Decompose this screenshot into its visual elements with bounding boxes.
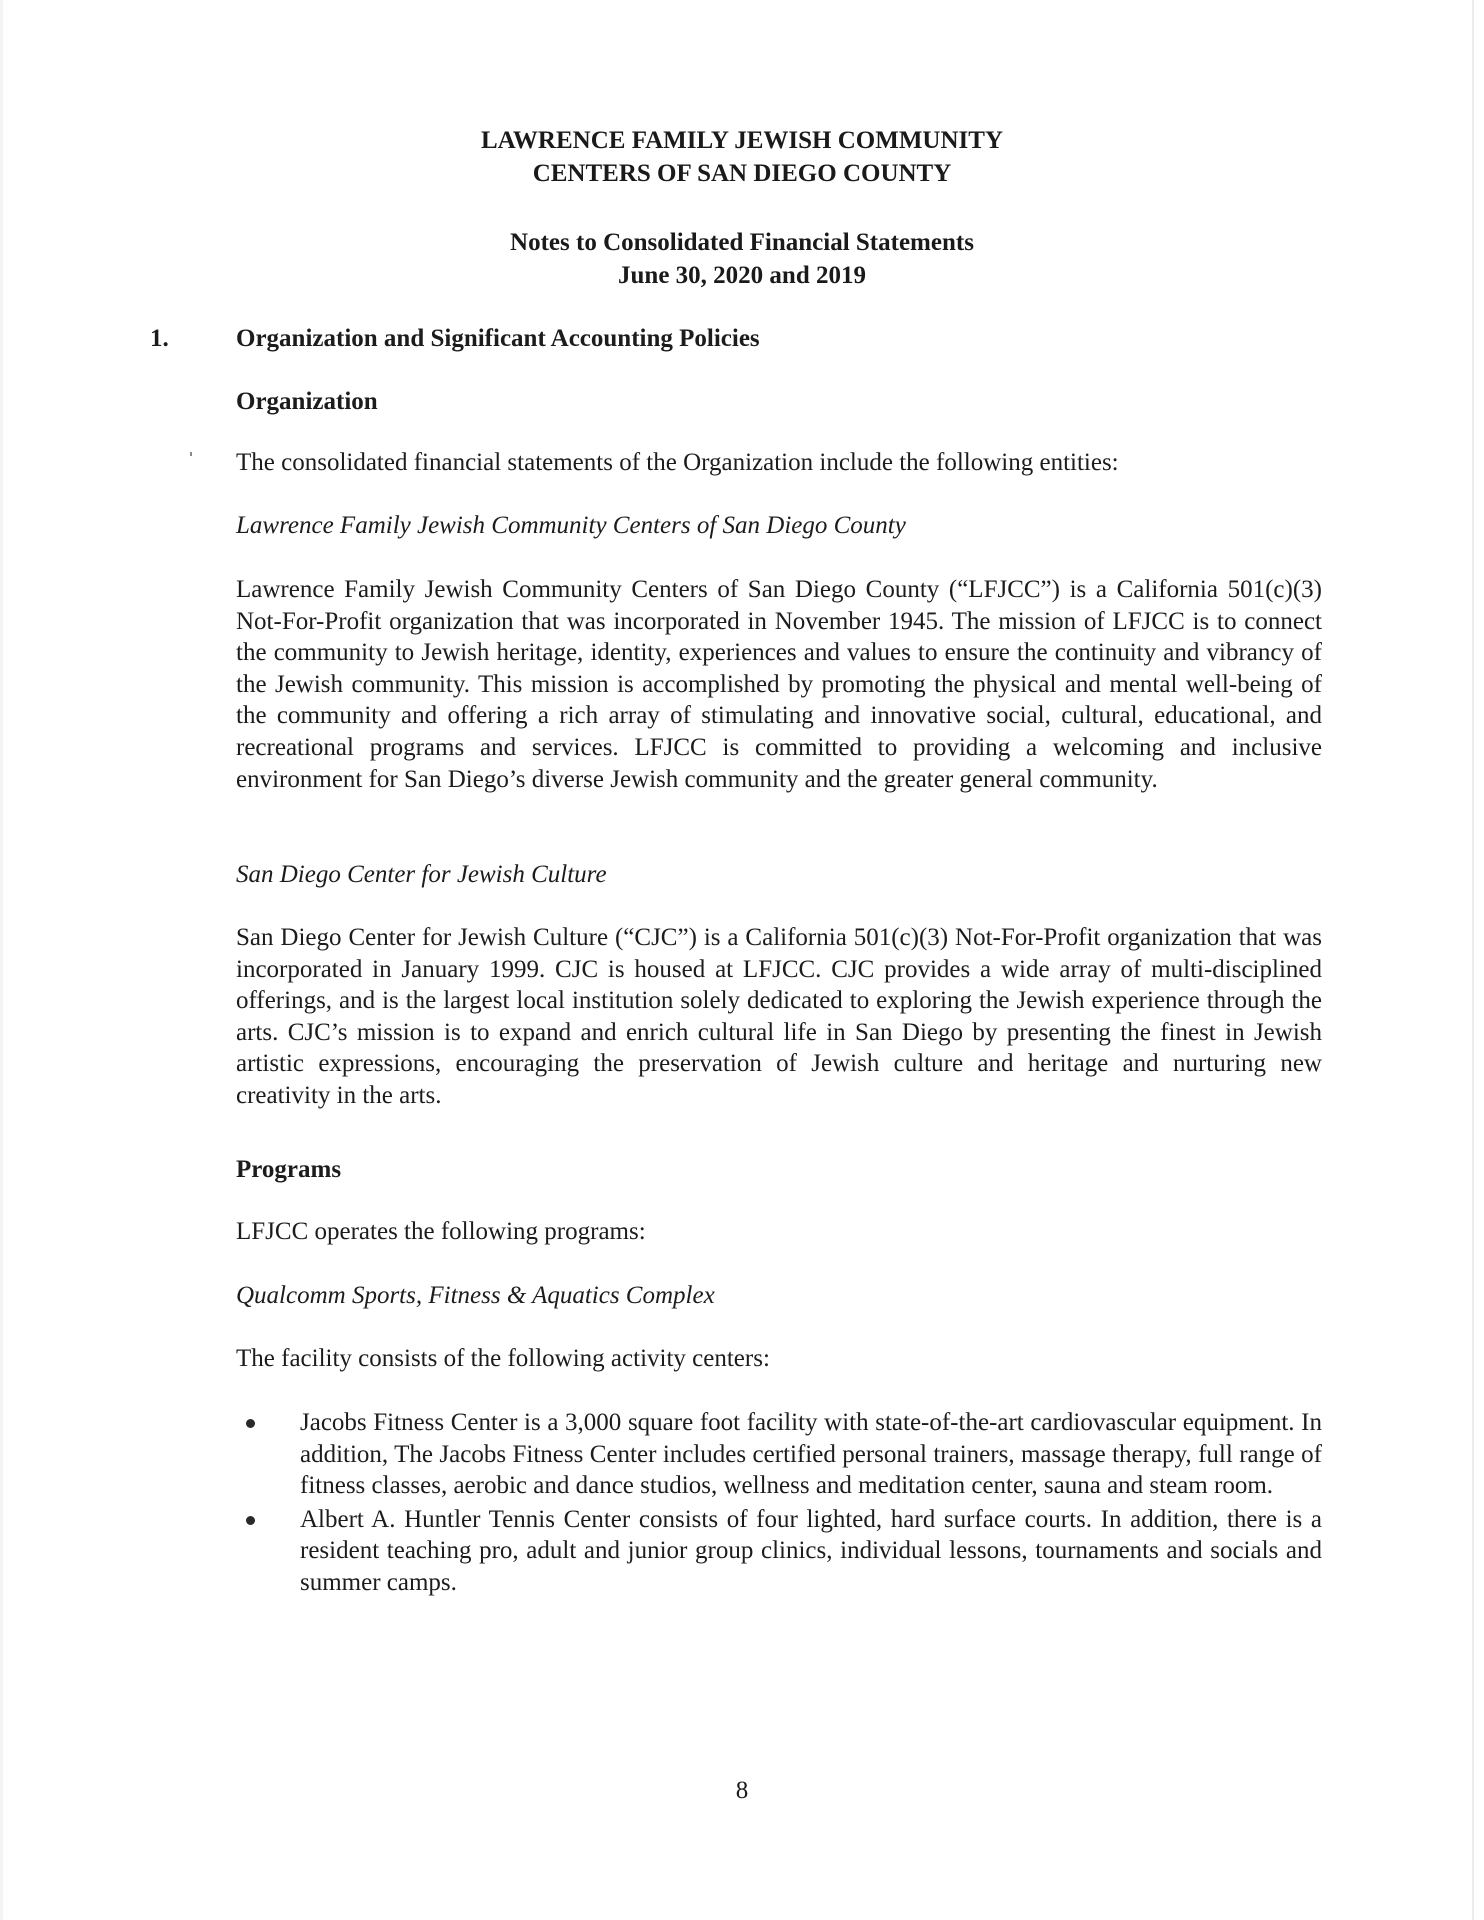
programs-heading: Programs <box>236 1156 342 1183</box>
programs-intro: LFJCC operates the following programs: <box>236 1218 646 1245</box>
entity-description-cjc: San Diego Center for Jewish Culture (“CJC”) is a California 501(c)(3) Not-For-Profit organization that was incorporated in January 1999. CJC is housed at LFJCC. CJC provides a wide array of multi-disciplined offerings, and is the largest local institution solely dedicated to exploring the Jewish experience through the arts. CJC’s mission is to expand and enrich cultural life in San Diego by presenting the finest in Jewish artistic expressions, encouraging the preservation of Jewish culture and heritage and nurturing new creativity in the arts. <box>236 924 1322 1109</box>
complex-name: Qualcomm Sports, Fitness & Aquatics Complex <box>236 1282 715 1309</box>
facility-intro: The facility consists of the following activity centers: <box>236 1345 770 1372</box>
list-item <box>236 1407 1322 1502</box>
list-item <box>236 1504 1322 1599</box>
section-number: 1. <box>150 325 169 352</box>
organization-intro: The consolidated financial statements of the Organization include the following entities: <box>236 449 1119 476</box>
organization-heading: Organization <box>236 388 378 415</box>
bullet-icon <box>246 1516 255 1525</box>
entity-name-lfjcc: Lawrence Family Jewish Community Centers of San Diego County <box>236 512 906 539</box>
scan-artifact-mark <box>190 452 192 456</box>
document-title-text: Notes to Consolidated Financial Statements <box>510 229 974 256</box>
activity-center-huntler-tennis: Albert A. Huntler Tennis Center consists of four lighted, hard surface courts. In addition, there is a resident teaching pro, adult and junior group clinics, individual lessons, tournaments and socials and summer camps. <box>300 1505 1322 1596</box>
organization-title-line-2: CENTERS OF SAN DIEGO COUNTY <box>532 160 952 187</box>
activity-center-jacobs-fitness: Jacobs Fitness Center is a 3,000 square foot facility with state-of-the-art cardiovascular equipment. In addition, The Jacobs Fitness Center includes certified personal trainers, massage therapy, full range of fitness classes, aerobic and dance studios, wellness and meditation center, sauna and steam room. <box>300 1409 1322 1500</box>
entity-description-lfjcc: Lawrence Family Jewish Community Centers of San Diego County (“LFJCC”) is a California 501(c)(3) Not-For-Profit organization that was incorporated in November 1945. The mission of LFJCC is to connect the community to Jewish heritage, identity, experiences and values to ensure the continuity and vibrancy of the Jewish community. This mission is accomplished by promoting the physical and mental well-being of the community and offering a rich array of stimulating and innovative social, cultural, educational, and recreational programs and services. LFJCC is committed to providing a welcoming and inclusive environment for San Diego’s diverse Jewish community and the greater general community. <box>236 576 1322 793</box>
organization-title-line-1: LAWRENCE FAMILY JEWISH COMMUNITY <box>480 127 1004 154</box>
bullet-icon <box>246 1419 255 1428</box>
section-heading: Organization and Significant Accounting Policies <box>236 325 760 352</box>
activity-centers-list <box>236 1407 1322 1601</box>
organization-title <box>0 124 1484 190</box>
entity-name-cjc: San Diego Center for Jewish Culture <box>236 861 607 888</box>
document-date: June 30, 2020 and 2019 <box>618 262 866 289</box>
page-number: 8 <box>735 1777 749 1804</box>
document-title <box>0 226 1484 292</box>
